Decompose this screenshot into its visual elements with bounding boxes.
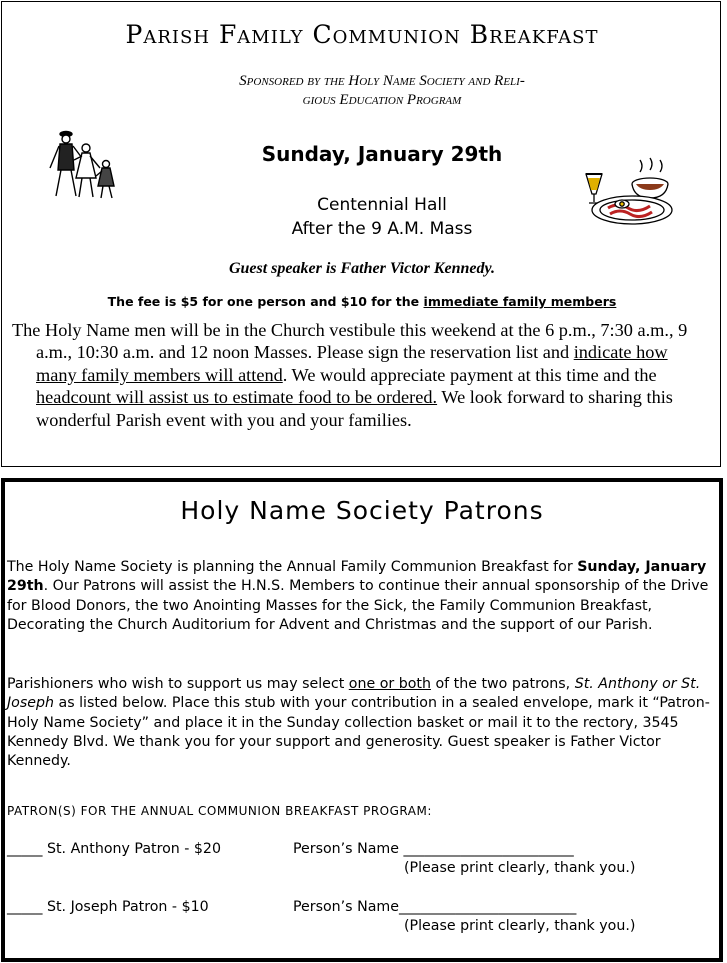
fee-underlined: immediate family members bbox=[423, 294, 617, 309]
para-underline-2: headcount will assist us to estimate food to be ordered. bbox=[36, 387, 438, 408]
stub-para2-text-3: as listed below. Place this stub with your contribution in a sealed envelope, mark it “Patron-Holy Name Society” and place it in the Sunday collection basket or mail it to the rectory, 3545 Kennedy Blvd. We thank you for your support and generosity. Guest speaker is Father Victor Kennedy. bbox=[7, 695, 710, 770]
guest-speaker: Guest speaker is Father Victor Kennedy. bbox=[228, 260, 496, 277]
person-name-field-joseph[interactable]: Person’s Name_________________________ bbox=[293, 899, 577, 915]
print-note-joseph: (Please print clearly, thank you.) bbox=[404, 918, 636, 934]
stub-para1-text-1: The Holy Name Society is planning the Annual Family Communion Breakfast for bbox=[7, 559, 578, 575]
print-note-anthony: (Please print clearly, thank you.) bbox=[404, 860, 636, 876]
stub-paragraph-1 bbox=[7, 558, 715, 635]
event-time: After the 9 A.M. Mass bbox=[291, 219, 473, 239]
vestibule-paragraph bbox=[12, 319, 712, 431]
stub-para2-underline: one or both bbox=[348, 676, 431, 692]
para-underline-1: indicate how many family members will attend bbox=[36, 342, 668, 385]
location-name: Centennial Hall bbox=[317, 195, 447, 215]
stub-paragraph-2 bbox=[7, 675, 715, 771]
patron-option-joseph[interactable]: _____ St. Joseph Patron - $10 bbox=[7, 899, 209, 915]
breakfast-flyer bbox=[1, 1, 721, 467]
flyer-title: Parish Family Communion Breakfast bbox=[125, 20, 599, 49]
patron-row-joseph bbox=[7, 898, 577, 917]
stub-para1-date: Sunday, January 29th bbox=[7, 559, 707, 595]
stub-para2-italic: St. Anthony or St. Joseph bbox=[7, 676, 701, 712]
stub-para2-text-1: Parishioners who wish to support us may select bbox=[7, 676, 349, 692]
sponsor-line-2: gious Education Program bbox=[302, 92, 462, 108]
breakfast-plate-icon bbox=[580, 154, 676, 230]
event-date: Sunday, January 29th bbox=[261, 142, 503, 166]
patron-stub bbox=[1, 478, 723, 962]
sponsor-line bbox=[162, 72, 602, 110]
sponsor-line-1: Sponsored by the Holy Name Society and Reli- bbox=[239, 73, 525, 89]
stub-para1-text-2: . Our Patrons will assist the H.N.S. Members to continue their annual sponsorship of the Drive for Blood Donors, the two Anointing Masses for the Sick, the Family Communion Breakfast, Decorating the Church Auditorium for Advent and Christmas and the support of our Parish. bbox=[7, 578, 709, 633]
stub-title: Holy Name Society Patrons bbox=[180, 496, 544, 525]
patron-heading: PATRON(S) FOR THE ANNUAL COMMUNION BREAKFAST PROGRAM: bbox=[7, 804, 432, 818]
fee-text: The fee is $5 for one person and $10 for the bbox=[107, 294, 424, 309]
para-text-2: . We would appreciate payment at this time and the bbox=[282, 364, 657, 385]
fee-line bbox=[2, 294, 722, 309]
person-name-field-anthony[interactable]: Person’s Name ________________________ bbox=[293, 841, 574, 857]
stub-para2-text-2: of the two patrons, bbox=[430, 676, 575, 692]
patron-row-anthony bbox=[7, 840, 574, 859]
patron-option-anthony[interactable]: _____ St. Anthony Patron - $20 bbox=[7, 841, 221, 857]
para-text-3: We look forward to sharing this wonderful Parish event with you and your families. bbox=[36, 387, 673, 430]
para-text-1: The Holy Name men will be in the Church vestibule this weekend at the 6 p.m., 7:30 a.m., 9 a.m., 10:30 a.m. and 12 noon Masses. Please sign the reservation list and bbox=[12, 320, 688, 363]
